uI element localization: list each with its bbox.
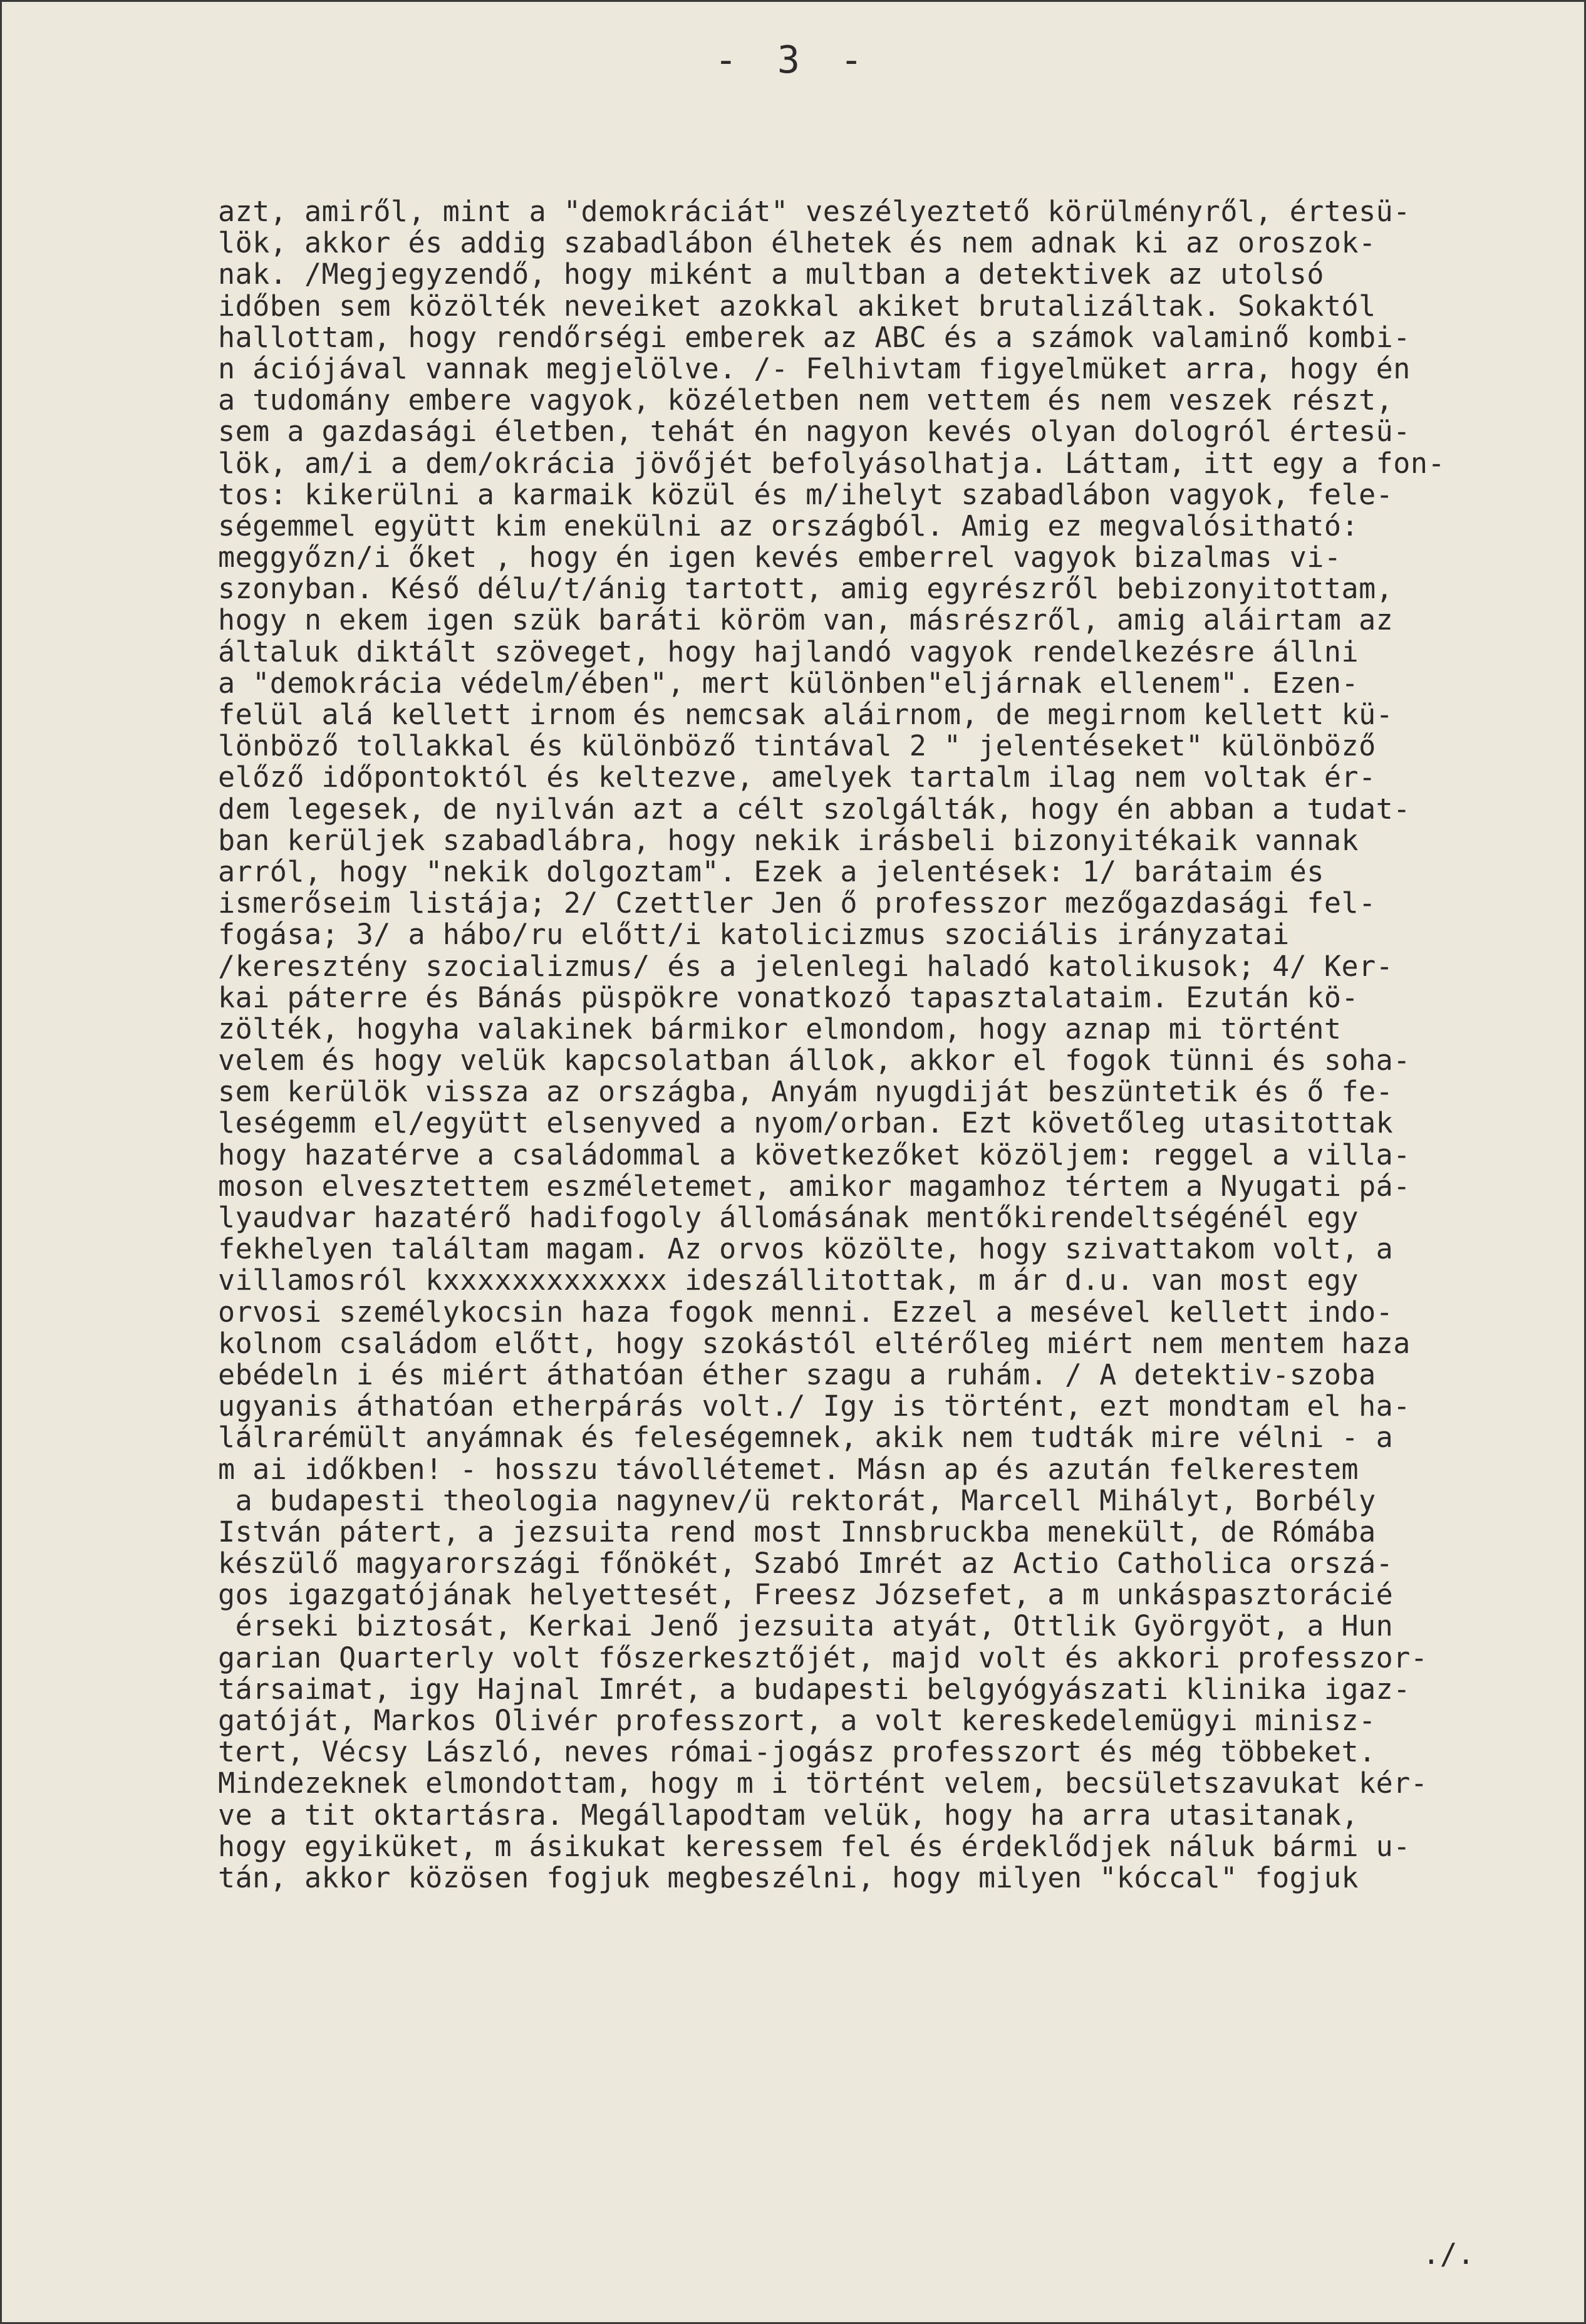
body-text [218, 196, 1540, 1894]
text-line: ban kerüljek szabadlábra, hogy nekik irásbeli bizonyitékaik vannak [218, 823, 1359, 857]
text-line: kai páterre és Bánás püspökre vonatkozó tapasztalataim. Ezután kö- [218, 980, 1359, 1014]
text-line: hallottam, hogy rendőrségi emberek az ABC és a számok valaminő kombi- [218, 320, 1411, 354]
text-line: leségemm el/együtt elsenyved a nyom/orban. Ezt követőleg utasitottak [218, 1106, 1394, 1140]
text-line: felül alá kellett irnom és nemcsak aláirnom, de megirnom kellett kü- [218, 698, 1394, 731]
text-line: n ációjával vannak megjelölve. /- Felhivtam figyelmüket arra, hogy én [218, 351, 1411, 385]
text-line: hogy egyiküket, m ásikukat keressem fel és érdeklődjek náluk bármi u- [218, 1829, 1411, 1863]
text-line: készülő magyarországi főnökét, Szabó Imrét az Actio Catholica orszá- [218, 1547, 1394, 1580]
text-line: lyaudvar hazatérő hadifogoly állomásának mentőkirendeltségénél egy [218, 1201, 1359, 1234]
text-line: tán, akkor közösen fogjuk megbeszélni, hogy milyen "kóccal" fogjuk [218, 1860, 1359, 1894]
text-line: előző időpontoktól és keltezve, amelyek tartalm ilag nem voltak ér- [218, 760, 1376, 794]
text-line: villamosról kxxxxxxxxxxxxx ideszállitottak, m ár d.u. van most egy [218, 1263, 1359, 1297]
text-line: azt, amiről, mint a "demokráciát" veszélyeztető körülményről, értesü- [218, 195, 1411, 228]
text-line: ugyanis áthatóan etherpárás volt./ Igy is történt, ezt mondtam el ha- [218, 1389, 1411, 1423]
text-line: sem kerülök vissza az országba, Anyám nyugdiját beszüntetik és ő fe- [218, 1075, 1394, 1109]
page-number: - 3 - [714, 38, 872, 82]
text-line: sem a gazdasági életben, tehát én nagyon kevés olyan dologról értesü- [218, 415, 1411, 449]
text-line: garian Quarterly volt főszerkesztőjét, majd volt és akkori professzor- [218, 1641, 1428, 1674]
text-line: a "demokrácia védelm/ében", mert különben"eljárnak ellenem". Ezen- [218, 666, 1359, 700]
text-line: meggyőzn/i őket , hogy én igen kevés emberrel vagyok bizalmas vi- [218, 541, 1342, 574]
text-line: /keresztény szocializmus/ és a jelenlegi haladó katolikusok; 4/ Ker- [218, 949, 1394, 983]
text-line: orvosi személykocsin haza fogok menni. Ezzel a mesével kellett indo- [218, 1295, 1394, 1329]
text-line: ismerőseim listája; 2/ Czettler Jen ő professzor mezőgazdasági fel- [218, 886, 1376, 920]
text-line: ebédeln i és miért áthatóan éther szagu a ruhám. / A detektiv-szoba [218, 1357, 1376, 1391]
text-line: általuk diktált szöveget, hogy hajlandó vagyok rendelkezésre állni [218, 635, 1359, 668]
text-line: dem legesek, de nyilván azt a célt szolgálták, hogy én abban a tudat- [218, 792, 1411, 826]
text-line: tert, Vécsy László, neves római-jogász professzort és még többeket. [218, 1735, 1376, 1769]
text-line: tos: kikerülni a karmaik közül és m/ihelyt szabadlábon vagyok, fele- [218, 477, 1394, 511]
text-line: szonyban. Késő délu/t/ánig tartott, amig egyrészről bebizonyitottam, [218, 572, 1394, 606]
text-line: lök, akkor és addig szabadlábon élhetek és nem adnak ki az oroszok- [218, 226, 1376, 260]
text-line: hogy n ekem igen szük baráti köröm van, másrészről, amig aláirtam az [218, 603, 1394, 637]
text-line: velem és hogy velük kapcsolatban állok, akkor el fogok tünni és soha- [218, 1044, 1411, 1077]
text-line: lönböző tollakkal és különböző tintával 2 " jelentéseket" különböző [218, 729, 1376, 763]
text-line: zölték, hogyha valakinek bármikor elmondom, hogy aznap mi történt [218, 1012, 1342, 1045]
text-line: gatóját, Markos Olivér professzort, a volt kereskedelemügyi minisz- [218, 1704, 1376, 1737]
text-line: a tudomány embere vagyok, közéletben nem vettem és nem veszek részt, [218, 383, 1394, 417]
text-line: nak. /Megjegyzendő, hogy miként a multban a detektivek az utolsó [218, 257, 1324, 291]
continuation-mark: ./. [1423, 2237, 1475, 2271]
text-line: m ai időkben! - hosszu távollétemet. Másn ap és azután felkerestem [218, 1452, 1359, 1486]
text-line: moson elvesztettem eszméletemet, amikor magamhoz tértem a Nyugati pá- [218, 1169, 1411, 1203]
text-line: gos igazgatójának helyettesét, Freesz Józsefet, a m unkáspasztorácié [218, 1578, 1394, 1612]
text-line: ve a tit oktartásra. Megállapodtam velük, hogy ha arra utasitanak, [218, 1798, 1359, 1832]
text-line: társaimat, igy Hajnal Imrét, a budapesti belgyógyászati klinika igaz- [218, 1672, 1411, 1706]
text-line: érseki biztosát, Kerkai Jenő jezsuita atyát, Ottlik Györgyöt, a Hun [218, 1609, 1394, 1643]
text-line: a budapesti theologia nagynev/ü rektorát, Marcell Mihályt, Borbély [218, 1483, 1376, 1517]
text-line: időben sem közölték neveiket azokkal akiket brutalizáltak. Sokaktól [218, 289, 1376, 323]
text-line: lök, am/i a dem/okrácia jövőjét befolyásolhatja. Láttam, itt egy a fon- [218, 446, 1446, 480]
text-line: István pátert, a jezsuita rend most Innsbruckba menekült, de Rómába [218, 1515, 1376, 1548]
text-line: arról, hogy "nekik dolgoztam". Ezek a jelentések: 1/ barátaim és [218, 854, 1324, 888]
text-line: lálrarémült anyámnak és feleségemnek, akik nem tudták mire vélni - a [218, 1421, 1394, 1455]
text-line: fogása; 3/ a hábo/ru előtt/i katolicizmus szociális irányzatai [218, 918, 1290, 952]
text-line: ségemmel együtt kim enekülni az országból. Amig ez megvalósitható: [218, 509, 1359, 542]
text-line: kolnom családom előtt, hogy szokástól eltérőleg miért nem mentem haza [218, 1326, 1411, 1360]
text-line: Mindezeknek elmondottam, hogy m i történt velem, becsületszavukat kér- [218, 1766, 1428, 1800]
text-line: fekhelyen találtam magam. Az orvos közölte, hogy szivattakom volt, a [218, 1232, 1394, 1266]
text-line: hogy hazatérve a családommal a következőket közöljem: reggel a villa- [218, 1138, 1411, 1171]
